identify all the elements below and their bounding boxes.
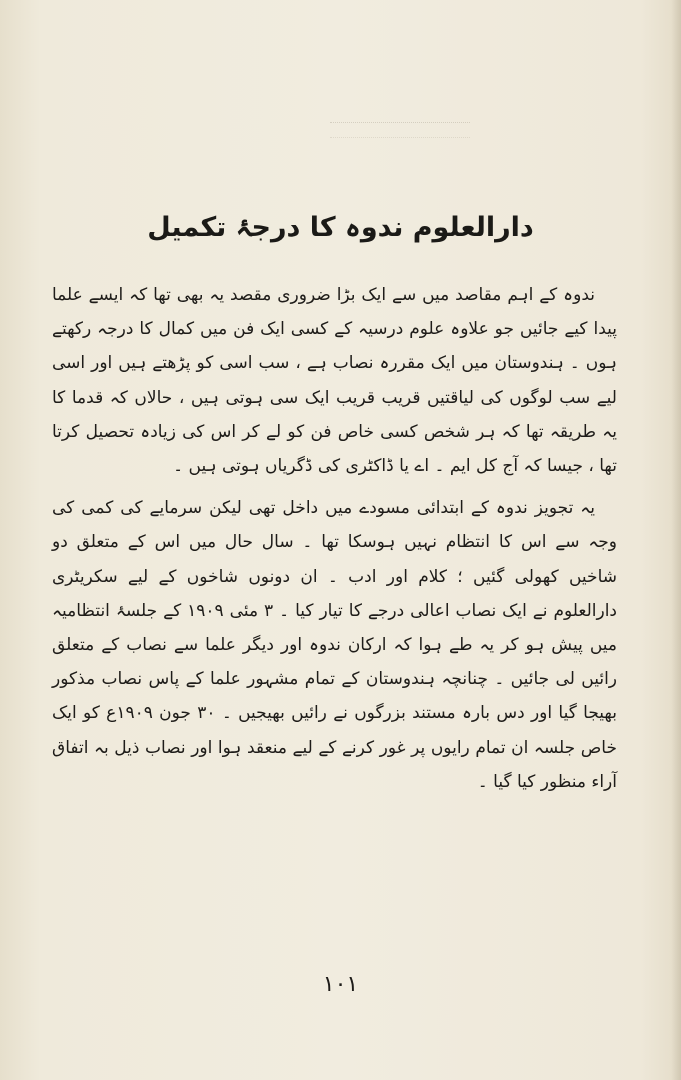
paragraph-1: ندوہ کے اہم مقاصد میں سے ایک بڑا ضروری مقصد یہ بھی تھا کہ ایسے علما پیدا کیے جائیں جو علاوہ علوم درسیہ کے کسی ایک فن میں کمال کا درجہ رکھتے ہوں ۔ ہندوستان میں ایک مقررہ نصاب ہے ، سب اسی کو پڑھتے ہیں اور اسی لیے سب لوگوں کی لیاقتیں قریب قریب ایک سی ہوتی ہیں ، حالاں کہ قدما کا یہ طریقہ تھا کہ ہر شخص کسی خاص فن کو لے کر اس کی زیادہ تحصیل کرتا تھا ، جیسا کہ آج کل ایم ۔ اے یا ڈاکٹری کی ڈگریاں ہوتی ہیں ۔ [52, 285, 617, 477]
chapter-title: دارالعلوم ندوہ کا درجۂ تکمیل [147, 212, 534, 243]
page-number: ۱۰۱ [322, 972, 359, 997]
page-edge-shadow [671, 0, 681, 1080]
bleed-through-marks [330, 122, 470, 138]
paragraph-2: یہ تجویز ندوہ کے ابتدائی مسودے میں داخل تھی لیکن سرمایے کی کمی کی وجہ سے اس کا انتظام نہیں ہوسکا تھا ۔ سال حال میں اس کے متعلق دو شاخیں کھولی گئیں ؛ کلام اور ادب ۔ ان دونوں شاخوں کے لیے سکریٹری دارالعلوم نے ایک نصاب اعالی درجے کا تیار کیا ۔ ۳ مئی ۱۹۰۹ کے جلسۂ انتظامیہ میں پیش ہو کر یہ طے ہوا کہ ارکان ندوہ اور دیگر علما سے نصاب کے متعلق رائیں لی جائیں ۔ چنانچہ ہندوستان کے تمام مشہور علما کے پاس نصاب مذکور بھیجا گیا اور دس بارہ مستند بزرگوں نے رائیں بھیجیں ۔ ۳۰ جون ۱۹۰۹ع کو ایک خاص جلسہ ان تمام رایوں پر غور کرنے کے لیے منعقد ہوا اور نصاب ذیل بہ اتفاق آراء منظور کیا گیا ۔ [52, 498, 618, 792]
body-text [52, 278, 617, 799]
